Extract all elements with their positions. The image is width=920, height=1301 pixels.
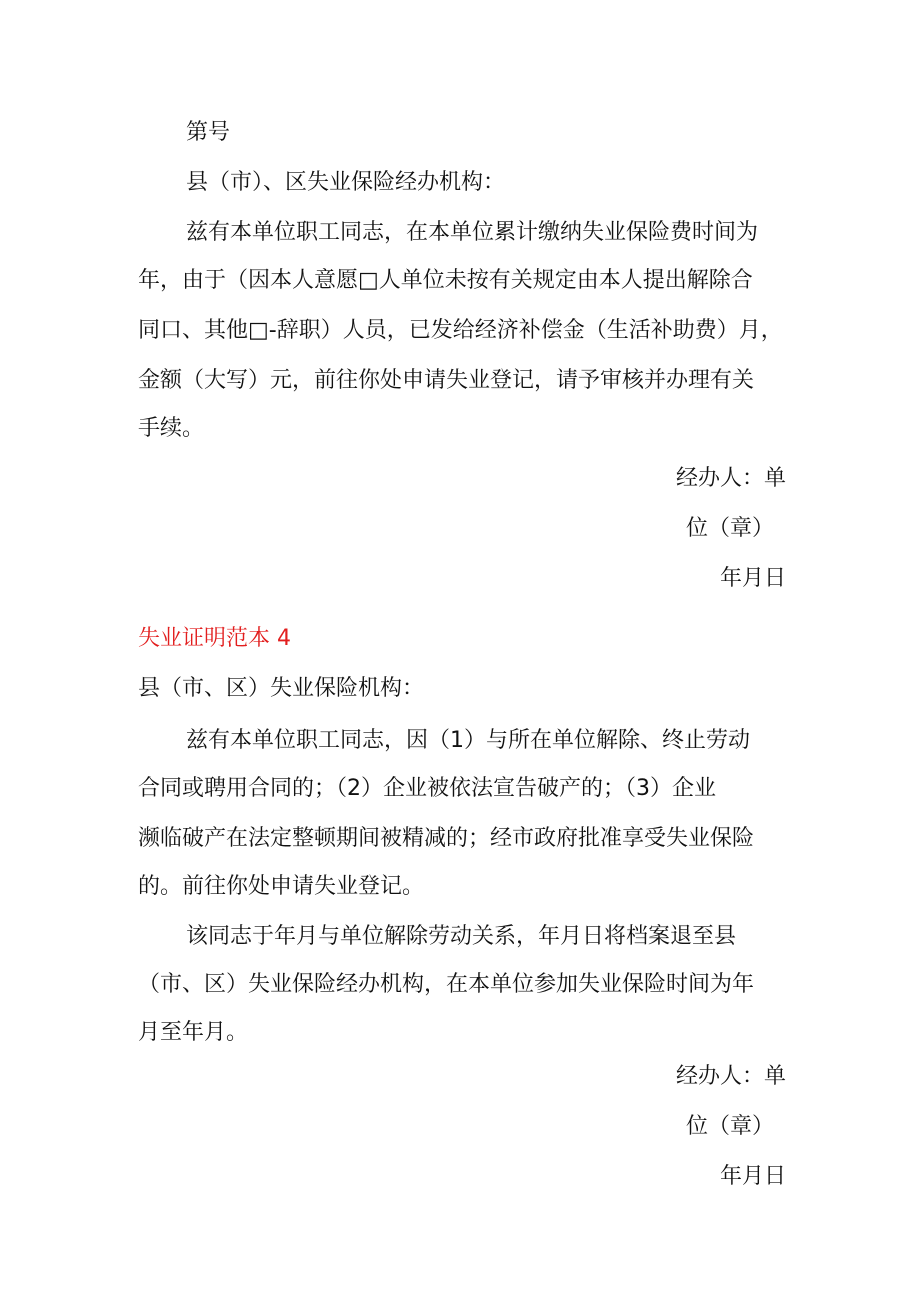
section-heading: 失业证明范本 4 bbox=[138, 626, 291, 651]
signoff-seal: 位（章） bbox=[685, 1114, 774, 1139]
signoff-seal: 位（章） bbox=[685, 516, 774, 541]
signoff-date: 年月日 bbox=[719, 566, 786, 591]
body-line: 手续。 bbox=[138, 416, 205, 441]
body-line: 兹有本单位职工同志，因（1）与所在单位解除、终止劳动 bbox=[186, 728, 750, 753]
body-line: 年，由于（因本人意愿□人单位未按有关规定由本人提出解除合 bbox=[138, 268, 753, 293]
body-line: 兹有本单位职工同志，在本单位累计缴纳失业保险费时间为 bbox=[186, 220, 759, 245]
body-line: 的。前往你处申请失业登记。 bbox=[138, 874, 425, 899]
signoff-date: 年月日 bbox=[719, 1164, 786, 1189]
body-line: （市、区）失业保险经办机构，在本单位参加失业保险时间为年 bbox=[138, 972, 755, 997]
addressee-line: 县（市、区）失业保险机构： bbox=[138, 676, 425, 701]
body-line: 合同或聘用合同的；（2）企业被依法宣告破产的；（3）企业 bbox=[138, 776, 716, 801]
body-line: 同口、其他□-辞职）人员，已发给经济补偿金（生活补助费）月， bbox=[138, 318, 783, 343]
body-line: 金额（大写）元，前往你处申请失业登记，请予审核并办理有关 bbox=[138, 368, 755, 393]
body-line: 该同志于年月与单位解除劳动关系，年月日将档案退至县 bbox=[186, 924, 737, 949]
signoff-handler: 经办人：单 bbox=[675, 466, 786, 491]
body-line: 濒临破产在法定整顿期间被精减的；经市政府批准享受失业保险 bbox=[138, 826, 755, 851]
addressee-line: 县（市）、区失业保险经办机构： bbox=[186, 170, 506, 195]
body-line: 月至年月。 bbox=[138, 1020, 249, 1045]
signoff-handler: 经办人：单 bbox=[675, 1064, 786, 1089]
reference-number: 第号 bbox=[186, 120, 231, 145]
